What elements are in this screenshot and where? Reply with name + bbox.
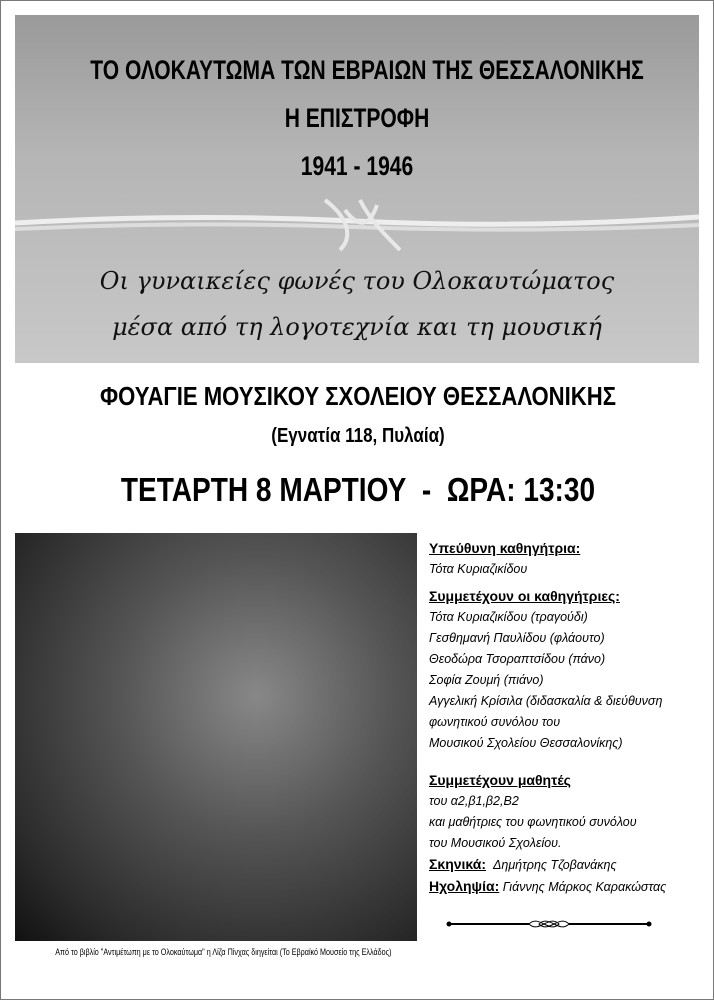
responsible: Τότα Κυριαζικίδου [429,562,528,576]
event-datetime: ΤΕΤΑΡΤΗ 8 ΜΑΡΤΙΟΥ - ΩΡΑ: 13:30 [120,471,596,508]
teacher: Τότα Κυριαζικίδου (τραγούδι) [429,610,588,624]
teacher: Σοφία Ζουμή (πιάνο) [429,673,544,687]
teacher: Μουσικού Σχολείου Θεσσαλονίκης) [429,736,623,750]
sound: Γιάννης Μάρκος Καρακώστας [502,880,667,894]
venue-name: ΦΟΥΑΓΙΕ ΜΟΥΣΙΚΟΥ ΣΧΟΛΕΙΟΥ ΘΕΣΣΑΛΟΝΙΚΗΣ [100,381,616,411]
teacher: Αγγελική Κρίσιλα (διδασκαλία & διεύθυνση [429,694,663,708]
years: 1941 - 1946 [300,151,414,181]
barbed-wire-icon [15,195,699,255]
header-banner [15,15,699,363]
subtitle-line2: μέσα από τη λογοτεχνία και τη μουσική [112,313,602,341]
venue-address: (Εγνατία 118, Πυλαία) [271,425,445,447]
sets: Δημήτρης Τζοβανάκης [493,858,617,872]
students: του α2,β1,β2,Β2 [429,794,519,808]
historical-photo [15,533,417,941]
subtitle-line1: Οι γυναικείες φωνές του Ολοκαυτώματος [99,267,615,295]
ornament-divider-icon [429,912,669,936]
teacher: Θεοδώρα Τσοραπτσίδου (πάνο) [429,652,606,666]
title-line2: Η ΕΠΙΣΤΡΟΦΗ [284,103,430,133]
students: του Μουσικού Σχολείου. [429,836,562,850]
students: και μαθήτριες του φωνητικού συνόλου [429,815,637,829]
responsible-heading: Υπεύθυνη καθηγήτρια: [429,540,581,556]
teacher: φωνητικού συνόλου του [429,715,561,729]
photo-caption: Από το βιβλίο "Αντιμέτωπη με το Ολοκαύτωμα" η Λίζα Πίνχας διηγείται (Το Εβραϊκό Μουσείο της Ελλάδος) [55,947,392,957]
students-heading: Συμμετέχουν μαθητές [429,772,571,788]
title-line1: ΤΟ ΟΛΟΚΑΥΤΩΜΑ ΤΩΝ ΕΒΡΑΙΩΝ ΤΗΣ ΘΕΣΣΑΛΟΝΙΚΗΣ [90,55,644,85]
sound-label: Ηχοληψία: [429,878,500,894]
teacher: Γεσθημανή Παυλίδου (φλάουτο) [429,631,605,645]
sets-label: Σκηνικά: [429,856,487,872]
teachers-heading: Συμμετέχουν οι καθηγήτριες: [429,588,620,604]
credits [429,538,709,943]
